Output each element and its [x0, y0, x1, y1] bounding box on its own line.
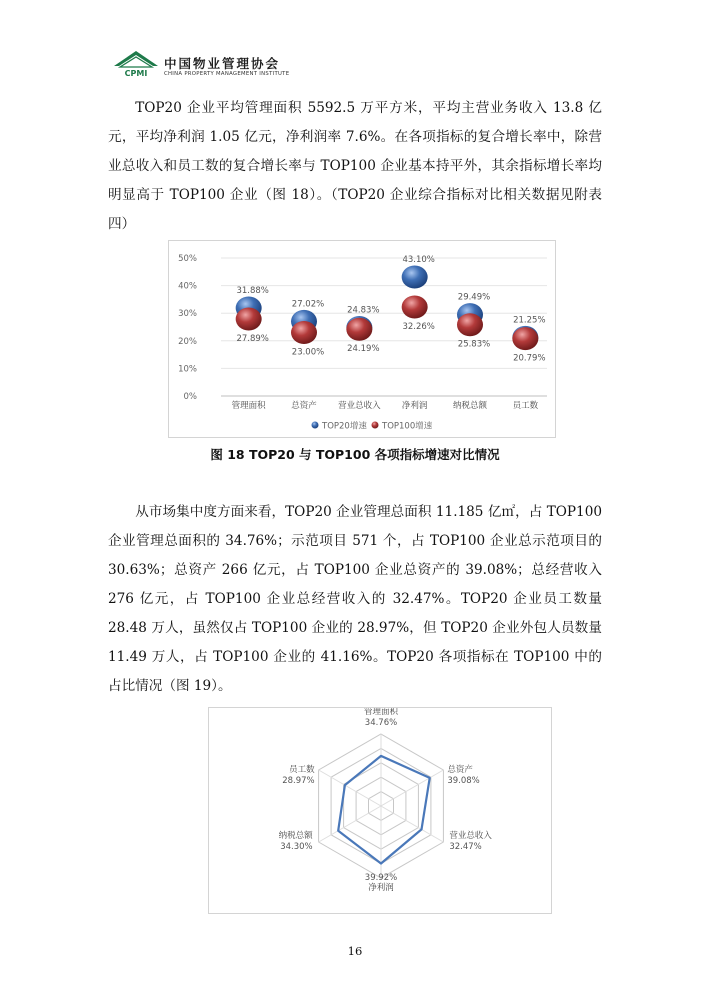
radar-value-label: 34.76%: [364, 718, 398, 728]
x-category-label: 净利润: [401, 401, 428, 411]
radar-category-label: 员工数: [289, 765, 315, 775]
legend-top20-marker: [312, 422, 319, 429]
top100-value-label: 32.26%: [402, 321, 435, 332]
logo-chinese-name: 中国物业管理协会: [164, 56, 281, 71]
figure18-chart: [168, 240, 556, 438]
radar-axis: [319, 770, 381, 806]
growth-comparison-svg: [169, 241, 555, 437]
x-category-label: 总资产: [291, 401, 317, 411]
top20-value-label: 27.02%: [291, 299, 325, 310]
radar-category-label: 营业总收入: [449, 831, 492, 841]
paragraph-top20-summary: TOP20 企业平均管理面积 5592.5 万平方米，平均主营业务收入 13.8 亿元，平均净利润 1.05 亿元，净利润率 7.6%。在各项指标的复合增长率中，除营业总收入和员工数的复合增长率与 TOP100 企业基本持平外，其余指标增长率均明显高于 TOP100 企业（图 18）。（TOP20 企业综合指标对比相关数据见附表四）: [108, 100, 602, 232]
cpmi-logo-icon: [112, 48, 160, 78]
radar-value-label: 39.92%: [364, 873, 398, 883]
radar-value-label: 39.08%: [447, 776, 480, 786]
top100-value-label: 23.00%: [291, 347, 325, 358]
paragraph-market-concentration: 从市场集中度方面来看，TOP20 企业管理总面积 11.185 亿㎡，占 TOP100 企业管理总面积的 34.76%；示范项目 571 个，占 TOP100 企业总示范项目的 30.63%；总资产 266 亿元，占 TOP100 企业总资产的 39.08%；总经营收入 276 亿元，占 TOP100 企业总经营收入的 32.47%。TOP20 企业员工数量 28.48 万人，虽然仅占 TOP100 企业的 28.97%，但 TOP20 企业外包人员数量 11.49 万人，占 TOP100 企业的 41.16%。TOP20 各项指标在 TOP100 中的占比情况（图 19）。: [108, 504, 602, 694]
page-number: 16: [347, 944, 363, 958]
top100-point: [291, 321, 317, 344]
top100-value-label: 25.83%: [457, 339, 491, 350]
top100-point: [346, 318, 372, 341]
radar-axis: [319, 806, 381, 842]
radar-value-label: 32.47%: [449, 842, 482, 852]
top20-value-label: 24.83%: [347, 305, 380, 316]
radar-value-label: 34.30%: [280, 842, 313, 852]
x-category-label: 员工数: [512, 401, 539, 411]
header-logo: [112, 48, 412, 82]
radar-category-label: 净利润: [368, 883, 394, 893]
figure18-caption: 图 18 TOP20 与 TOP100 各项指标增速对比情况: [210, 447, 500, 462]
share-radar-svg: [209, 708, 551, 913]
top100-point: [402, 295, 428, 318]
legend-top100-marker: [372, 422, 379, 429]
x-category-label: 管理面积: [231, 401, 266, 411]
radar-category-label: 纳税总额: [278, 831, 313, 841]
x-category-label: 纳税总额: [452, 401, 488, 411]
top100-value-label: 20.79%: [513, 353, 546, 364]
y-tick-label: 0%: [183, 392, 197, 402]
radar-category-label: 总资产: [447, 765, 473, 775]
x-category-label: 营业总收入: [338, 401, 381, 411]
legend-top100-label: TOP100增速: [382, 421, 433, 432]
logo-english-name: CHINA PROPERTY MANAGEMENT INSTITUTE: [164, 71, 290, 77]
top20-point: [402, 266, 428, 289]
figure19-radar-chart: [208, 707, 552, 914]
top20-value-label: 31.88%: [236, 286, 269, 297]
top100-point: [236, 308, 262, 331]
top20-value-label: 29.49%: [457, 292, 491, 303]
y-tick-label: 50%: [178, 254, 197, 264]
radar-value-label: 28.97%: [282, 776, 315, 786]
y-tick-label: 30%: [178, 309, 197, 320]
legend-top20-label: TOP20增速: [322, 421, 367, 432]
radar-axis: [381, 770, 443, 806]
top100-value-label: 24.19%: [347, 344, 380, 355]
logo-mark-text: CPMI: [124, 69, 148, 78]
top20-value-label: 43.10%: [402, 255, 435, 266]
y-tick-label: 20%: [178, 336, 197, 347]
radar-category-label: 管理面积: [363, 708, 399, 717]
y-tick-label: 40%: [178, 281, 197, 292]
y-tick-label: 10%: [178, 364, 197, 375]
top100-value-label: 27.89%: [236, 334, 269, 345]
top100-point: [457, 313, 483, 336]
top100-point: [512, 327, 538, 350]
top20-value-label: 21.25%: [513, 315, 546, 326]
